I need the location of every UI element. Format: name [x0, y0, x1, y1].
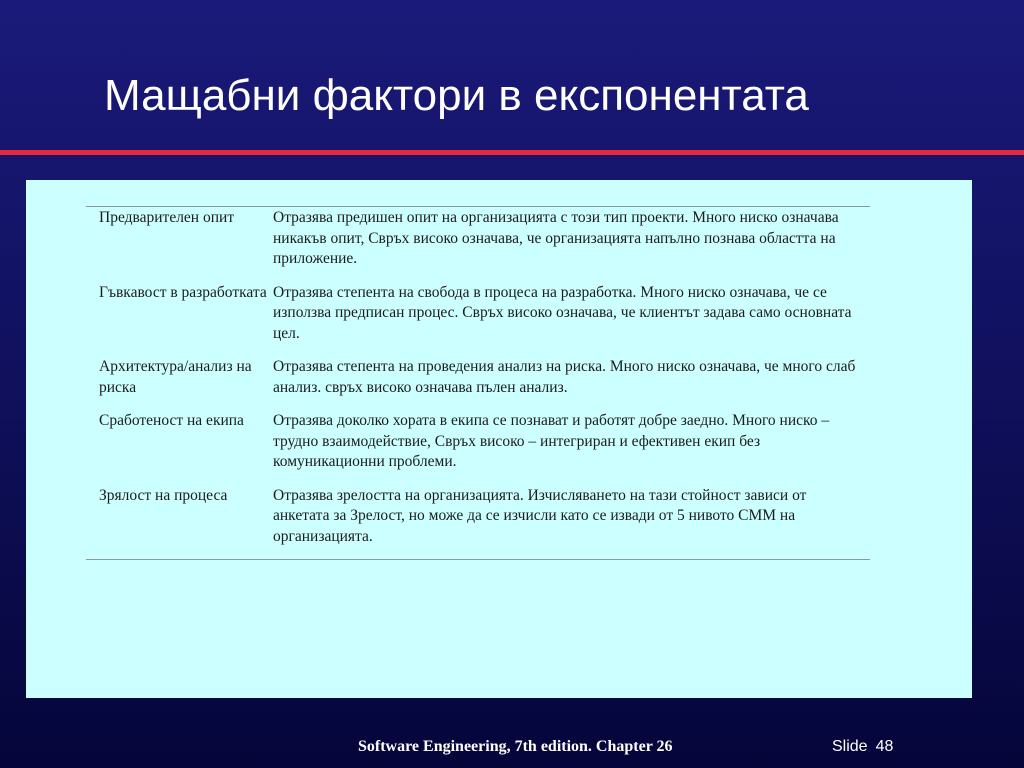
title-divider: [0, 150, 1024, 155]
slide-title: Мащабни фактори в експонентата: [104, 71, 809, 120]
table-row: [86, 485, 870, 560]
table-row: [86, 282, 870, 357]
factor-name: Гъвкавост в разработката: [99, 283, 267, 301]
factor-description: Отразява доколко хората в екипа се познават и работят добре заедно. Много ниско – трудно взаимодействие, Свръх високо – интегриран и ефективен екип без комуникационни проблеми.: [273, 412, 830, 470]
factor-description: Отразява степента на проведения анализ на риска. Много ниско означава, че много слаб анализ. свръх високо означава пълен анализ.: [273, 358, 856, 396]
factor-name: Архитектура/анализ на риска: [99, 358, 252, 396]
footer-book-title: Software Engineering, 7th edition. Chapter 26: [358, 738, 673, 755]
table-row: [86, 356, 870, 410]
factor-description: Отразява предишен опит на организацията с този тип проекти. Много ниско означава никакъв опит, Свръх високо означава, че организацията напълно познава областта на приложение.: [273, 209, 839, 267]
factor-name: Предварителен опит: [99, 209, 235, 226]
factor-description: Отразява зрелостта на организацията. Изчисляването на тази стойност зависи от анкетата за Зрелост, но може да се изчисли като се извади от 5 нивото CMM на организацията.: [273, 486, 807, 545]
table-row: [86, 410, 870, 485]
table-row: [86, 207, 870, 282]
factor-name: Сработеност на екипа: [99, 412, 244, 429]
factor-description: Отразява степента на свобода в процеса на разработка. Много ниско означава, че се използва предписан процес. Свръх високо означава, че клиентът задава само основната цел.: [273, 283, 852, 342]
slide-number-value: 48: [875, 738, 894, 755]
slide-number: [832, 738, 893, 756]
slide-label: Slide: [832, 738, 868, 755]
scale-factors-table: [86, 206, 870, 560]
factor-name: Зрялост на процеса: [99, 486, 228, 504]
